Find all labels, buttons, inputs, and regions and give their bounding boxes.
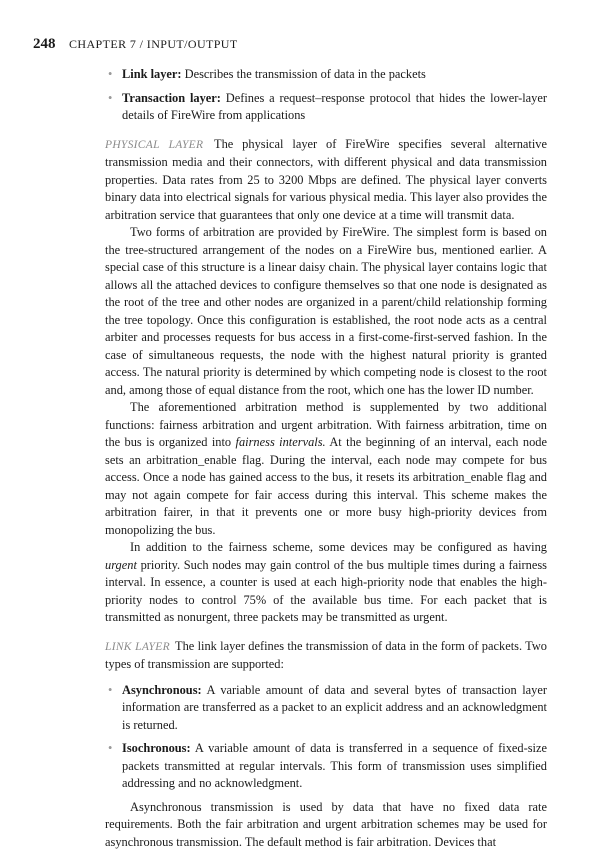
physical-layer-paragraph-2: Two forms of arbitration are provided by FireWire. The simplest form is based on the tree-structured arrangement of the nodes on a FireWire bus, mentioned earlier. A special case of this structure is a linear daisy chain. The physical layer contains logic that allows all the attached devices to configure themselves so that one node is designated as the root of the tree and other nodes are organized in a parent/child relationship forming the tree topology. Once this configuration is established, the root node acts as a central arbiter and processes requests for bus access in a first-come-first-served fashion. In the case of simultaneous requests, the node with the highest natural priority is granted access. The natural priority is determined by which competing node is closest to the root and, among those of equal distance from the root, which one has the lower ID number. (105, 224, 547, 399)
bullet-term: Isochronous: (122, 741, 191, 755)
link-layer-paragraph-2: Asynchronous transmission is used by data that have no fixed data rate requirements. Both the fair arbitration and urgent arbitration schemes may be used for asynchronous transmission. The default method is fair arbitration. Devices that (105, 799, 547, 851)
bullet-text: A variable amount of data is transferred in a sequence of fixed-size packets transmitted at regular intervals. This form of transmission uses simplified addressing and no acknowledgment. (122, 741, 547, 790)
link-layer-heading: LINK LAYER (105, 641, 170, 653)
list-item (105, 66, 547, 84)
bullet-text: A variable amount of data and several bytes of transaction layer information are transferred as a packet to an explicit address and an acknowledgment is returned. (122, 683, 547, 732)
bullet-icon: • (108, 66, 112, 84)
emphasis-fairness-intervals: fairness intervals. (236, 435, 326, 449)
physical-layer-paragraph-1 (105, 136, 547, 225)
bullet-term: Asynchronous: (122, 683, 202, 697)
bullet-icon: • (108, 90, 112, 108)
list-item (105, 740, 547, 793)
paragraph-text: In addition to the fairness scheme, some devices may be configured as having (130, 540, 547, 554)
physical-layer-paragraph-4 (105, 539, 547, 627)
list-item (105, 90, 547, 125)
chapter-title: CHAPTER 7 / INPUT/OUTPUT (69, 37, 238, 51)
list-item (105, 682, 547, 735)
paragraph-text: priority. Such nodes may gain control of the bus multiple times during a fairness interval. In essence, a counter is used at each high-priority node that enables the high-priority nodes to control 75% of the available bus time. For each packet that is transmitted as nonurgent, three packets may be transmitted as urgent. (105, 558, 547, 625)
bullet-term: Link layer: (122, 67, 182, 81)
physical-layer-paragraph-3 (105, 399, 547, 539)
bullet-term: Transaction layer: (122, 91, 221, 105)
bullet-text: Describes the transmission of data in the packets (182, 67, 426, 81)
bullet-icon: • (108, 682, 112, 700)
physical-layer-heading: PHYSICAL LAYER (105, 139, 203, 151)
paragraph-text: The physical layer of FireWire specifies several alternative transmission media and their connectors, with different physical and data transmission properties. Data rates from 25 to 3200 Mbps are defined. The physical layer converts binary data into electrical signals for various physical media. This layer also provides the arbitration service that guarantees that only one device at a time will transmit data. (105, 137, 547, 222)
link-layer-paragraph-1 (105, 638, 547, 674)
paragraph-text: The aforementioned arbitration method is supplemented by two additional functions: fairness arbitration and urgent arbitration. With fairness arbitration, time on the bus is organized into (105, 400, 547, 449)
paragraph-text: The link layer defines the transmission of data in the form of packets. Two types of transmission are supported: (105, 639, 547, 672)
paragraph-text: At the beginning of an interval, each node sets an arbitration_enable flag. During the interval, each node may compete for bus access. Once a node has gained access to the bus, it resets its arbitration_enable flag and may not again compete for fair access during this interval. This scheme makes the arbitration fairer, in that it prevents one or more busy high-priority devices from monopolizing the bus. (105, 435, 547, 537)
page-number: 248 (33, 36, 56, 52)
page-header (33, 36, 573, 53)
bullet-text: Defines a request–response protocol that hides the lower-layer details of FireWire from applications (122, 91, 547, 123)
page-body (105, 66, 547, 851)
bullet-icon: • (108, 740, 112, 758)
emphasis-urgent: urgent (105, 558, 137, 572)
